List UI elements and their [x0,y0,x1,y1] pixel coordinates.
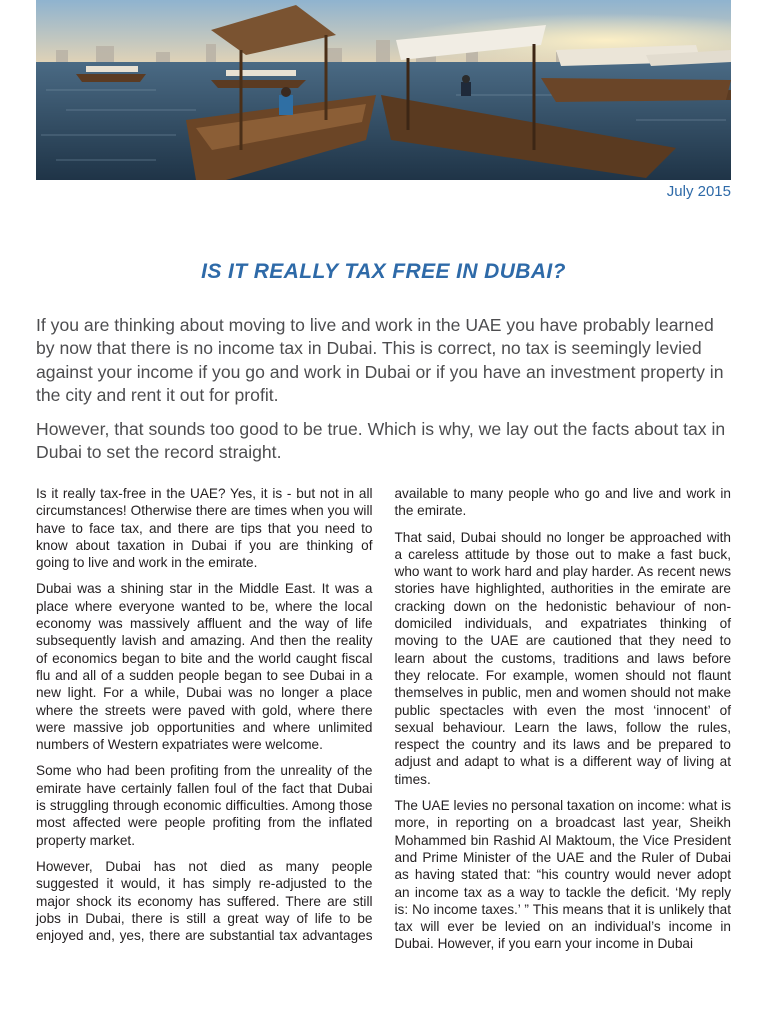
body-paragraph: Some who had been profiting from the unreality of the emirate have certainly fallen foul of the fact that Dubai is struggling through economic difficulties. Among those most affected were people profiting from the inflated property market. [36,763,373,848]
body-paragraph: Is it really tax-free in the UAE? Yes, it is - but not in all circumstances! Otherwise there are times when you will have to face tax, and there are tips that you need to know about taxation in Dubai if you are thinking of going to live and work in the emirate. [36,486,373,571]
issue-date: July 2015 [666,183,731,200]
intro-paragraph: If you are thinking about moving to live and work in the UAE you have probably learned by now that there is no income tax in Dubai. This is correct, no tax is seemingly levied against your income if you go and work in Dubai or if you have an investment property in the city and rent it out for profit. [36,315,724,406]
article-intro [36,314,731,474]
article-title: IS IT REALLY TAX FREE IN DUBAI? [201,260,566,283]
body-paragraph: The UAE levies no personal taxation on income: what is more, in reporting on a broadcast last year, Sheikh Mohammed bin Rashid Al Maktoum, the Vice President and Prime Minister of the UAE and the Ruler of Dubai as having stated that: “his country would never adopt an income tax as a way to tackle the deficit. ‘My reply is: No income taxes.’ ” This means that it is unlikely that tax will ever be levied on an individual’s income in Dubai. However, if you earn your income in Dubai [394,798,731,952]
intro-paragraph: However, that sounds too good to be true. Which is why, we lay out the facts about tax in Dubai to set the record straight. [36,418,726,463]
dubai-creek-boats-image [36,0,731,180]
body-paragraph: Dubai was a shining star in the Middle East. It was a place where everyone wanted to be, where the local economy was massively affluent and the way of life subsequently lavish and amazing. And then the reality of economics began to bite and the world caught fiscal flu and all of a sudden people began to see Dubai in a new light. For a while, Dubai was no longer a place where the streets were paved with gold, where there were massive job opportunities and where unlimited numbers of Western expatriates were welcome. [36,581,373,753]
body-paragraph: That said, Dubai should no longer be approached with a careless attitude by those out to make a fast buck, who want to work hard and play harder. As recent news stories have highlighted, authorities in the emirate are cracking down on the hedonistic behaviour of non-domiciled individuals, and expatriates thinking of moving to the UAE are cautioned that they need to learn about the customs, traditions and laws before they relocate. For example, women should not flaunt themselves in public, men and women should not make public spectacles with even the most ‘innocent’ of sexual behaviour. Learn the laws, follow the rules, respect the country and its laws and be prepared to adjust and adapt to what is a different way of living at times. [394,529,731,787]
article-body [36,485,731,955]
header-photo [36,0,731,180]
body-paragraph: However, Dubai has not died as many people suggested it would, it has simply re-adjusted to the major shock its economy has suffered. There are still jobs in Dubai, there is still a great way of life to be enjoyed and, yes, there are substantial tax advantages available to many people who go and live and work in the emirate. [36,486,731,944]
